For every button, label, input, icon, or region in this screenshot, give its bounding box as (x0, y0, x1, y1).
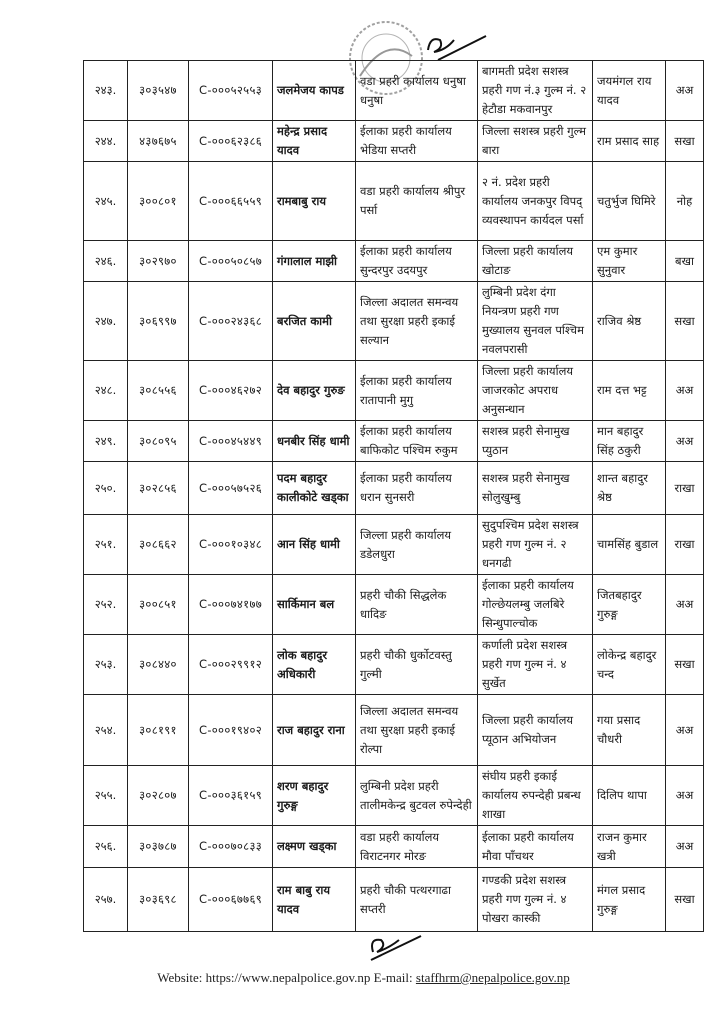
remarks-cell: अअ (666, 575, 704, 635)
remarks-cell: अअ (666, 695, 704, 766)
transfer-office-cell: सशस्त्र प्रहरी सेनामुख प्युठान (478, 421, 593, 462)
transfer-office-cell: बागमती प्रदेश सशस्त्र प्रहरी गण नं.३ गुल्म नं. २ हेटौडा मकवानपुर (478, 61, 593, 121)
serial-number-cell: २४५. (84, 162, 128, 241)
replacement-name-cell: मान बहादुर सिंह ठकुरी (593, 421, 666, 462)
current-office-cell: लुम्बिनी प्रदेश प्रहरी तालीमकेन्द्र बुटवल रुपेन्देही (356, 766, 478, 826)
code-number-cell: C-०००२९९१२ (189, 635, 273, 695)
transfer-office-cell: २ नं. प्रदेश प्रहरी कार्यालय जनकपुर विपद् व्यवस्थापन कार्यदल पर्सा (478, 162, 593, 241)
current-office-cell: प्रहरी चौकी सिद्धलेक धादिङ (356, 575, 478, 635)
code-number-cell: C-०००६२३८६ (189, 121, 273, 162)
table-row (84, 462, 704, 515)
employee-name-cell: शरण बहादुर गुरुङ्ग (273, 766, 356, 826)
personnel-id-cell: ३०८५५६ (128, 361, 189, 421)
transfer-office-cell: कर्णाली प्रदेश सशस्त्र प्रहरी गण गुल्म नं. ४ सुर्खेत (478, 635, 593, 695)
serial-number-cell: २४७. (84, 282, 128, 361)
current-office-cell: वडा प्रहरी कार्यालय श्रीपुर पर्सा (356, 162, 478, 241)
transfer-office-cell: लुम्बिनी प्रदेश दंगा नियन्त्रण प्रहरी गण मुख्यालय सुनवल पश्चिम नवलपरासी (478, 282, 593, 361)
serial-number-cell: २४३. (84, 61, 128, 121)
remarks-cell: अअ (666, 61, 704, 121)
employee-name-cell: धनबीर सिंह धामी (273, 421, 356, 462)
code-number-cell: C-०००६६५५९ (189, 162, 273, 241)
code-number-cell: C-०००५७५२६ (189, 462, 273, 515)
table-row (84, 575, 704, 635)
personnel-id-cell: ३०८१९१ (128, 695, 189, 766)
code-number-cell: C-०००७०८३३ (189, 826, 273, 868)
employee-name-cell: राम बाबु राय यादव (273, 868, 356, 932)
email-label: E-mail: (370, 970, 416, 985)
table-row (84, 695, 704, 766)
table-row (84, 826, 704, 868)
remarks-cell: सखा (666, 635, 704, 695)
personnel-id-cell: ३००८०१ (128, 162, 189, 241)
replacement-name-cell: चामसिंह बुडाल (593, 515, 666, 575)
page-footer (0, 970, 727, 986)
table-row (84, 868, 704, 932)
website-label: Website: (157, 970, 206, 985)
table-row (84, 515, 704, 575)
remarks-cell: सखा (666, 121, 704, 162)
current-office-cell: ईलाका प्रहरी कार्यालय रातापानी मुगु (356, 361, 478, 421)
transfer-office-cell: संघीय प्रहरी इकाई कार्यालय रुपन्देही प्रबन्ध शाखा (478, 766, 593, 826)
transfer-office-cell: गण्डकी प्रदेश सशस्त्र प्रहरी गण गुल्म नं. ४ पोखरा कास्की (478, 868, 593, 932)
current-office-cell: प्रहरी चौकी पत्थरगाढा सप्तरी (356, 868, 478, 932)
code-number-cell: C-०००१९४०२ (189, 695, 273, 766)
serial-number-cell: २५६. (84, 826, 128, 868)
code-number-cell: C-०००५२५५३ (189, 61, 273, 121)
personnel-id-cell: ३०३६९८ (128, 868, 189, 932)
serial-number-cell: २५१. (84, 515, 128, 575)
code-number-cell: C-०००७४१७७ (189, 575, 273, 635)
table-row (84, 282, 704, 361)
replacement-name-cell: राम प्रसाद साह (593, 121, 666, 162)
table-row (84, 61, 704, 121)
serial-number-cell: २५७. (84, 868, 128, 932)
transfer-office-cell: सुदुपश्चिम प्रदेश सशस्त्र प्रहरी गण गुल्म नं. २ धनगढी (478, 515, 593, 575)
serial-number-cell: २४९. (84, 421, 128, 462)
website-link[interactable]: https://www.nepalpolice.gov.np (205, 970, 371, 985)
personnel-id-cell: ३०८४४० (128, 635, 189, 695)
replacement-name-cell: एम कुमार सुनुवार (593, 241, 666, 282)
personnel-id-cell: ४३७६७५ (128, 121, 189, 162)
employee-name-cell: लोक बहादुर अधिकारी (273, 635, 356, 695)
replacement-name-cell: शान्त बहादुर श्रेष्ठ (593, 462, 666, 515)
transfer-office-cell: ईलाका प्रहरी कार्यालय मौवा पाँचथर (478, 826, 593, 868)
remarks-cell: राखा (666, 462, 704, 515)
current-office-cell: जिल्ला अदालत समन्वय तथा सुरक्षा प्रहरी इकाई रोल्पा (356, 695, 478, 766)
current-office-cell: ईलाका प्रहरी कार्यालय सुन्दरपुर उदयपुर (356, 241, 478, 282)
personnel-id-cell: ३००८५१ (128, 575, 189, 635)
replacement-name-cell: राम दत्त भट्ट (593, 361, 666, 421)
current-office-cell: वडा प्रहरी कार्यालय धनुषा धनुषा (356, 61, 478, 121)
serial-number-cell: २५३. (84, 635, 128, 695)
personnel-id-cell: ३०२८५६ (128, 462, 189, 515)
employee-name-cell: गंगालाल माझी (273, 241, 356, 282)
replacement-name-cell: राजिव श्रेष्ठ (593, 282, 666, 361)
employee-name-cell: जलमेजय कापड (273, 61, 356, 121)
table-row (84, 121, 704, 162)
code-number-cell: C-०००५०८५७ (189, 241, 273, 282)
remarks-cell: राखा (666, 515, 704, 575)
personnel-id-cell: ३०२९७० (128, 241, 189, 282)
employee-name-cell: महेन्द्र प्रसाद यादव (273, 121, 356, 162)
current-office-cell: प्रहरी चौकी धुर्कोटवस्तु गुल्मी (356, 635, 478, 695)
serial-number-cell: २४६. (84, 241, 128, 282)
serial-number-cell: २५४. (84, 695, 128, 766)
code-number-cell: C-०००२४३६८ (189, 282, 273, 361)
replacement-name-cell: दिलिप थापा (593, 766, 666, 826)
table-row (84, 421, 704, 462)
page-mark-signature-icon (420, 30, 490, 64)
code-number-cell: C-०००१०३४८ (189, 515, 273, 575)
employee-name-cell: देव बहादुर गुरुङ (273, 361, 356, 421)
table-row (84, 162, 704, 241)
employee-name-cell: आन सिंह धामी (273, 515, 356, 575)
serial-number-cell: २५०. (84, 462, 128, 515)
remarks-cell: अअ (666, 826, 704, 868)
transfer-office-cell: जिल्ला प्रहरी कार्यालय प्यूठान अभियोजन (478, 695, 593, 766)
personnel-id-cell: ३०६९९७ (128, 282, 189, 361)
employee-name-cell: राज बहादुर राना (273, 695, 356, 766)
transfer-office-cell: जिल्ला प्रहरी कार्यालय जाजरकोट अपराध अनुसन्धान (478, 361, 593, 421)
current-office-cell: ईलाका प्रहरी कार्यालय धरान सुनसरी (356, 462, 478, 515)
personnel-id-cell: ३०८०९५ (128, 421, 189, 462)
code-number-cell: C-०००६७७६९ (189, 868, 273, 932)
code-number-cell: C-०००४६२७२ (189, 361, 273, 421)
personnel-id-cell: ३०३७८७ (128, 826, 189, 868)
replacement-name-cell: गया प्रसाद चौधरी (593, 695, 666, 766)
personnel-id-cell: ३०२८०७ (128, 766, 189, 826)
replacement-name-cell: जयमंगल राय यादव (593, 61, 666, 121)
serial-number-cell: २४८. (84, 361, 128, 421)
remarks-cell: अअ (666, 421, 704, 462)
table-row (84, 361, 704, 421)
replacement-name-cell: राजन कुमार खत्री (593, 826, 666, 868)
employee-name-cell: रामबाबु राय (273, 162, 356, 241)
current-office-cell: वडा प्रहरी कार्यालय विराटनगर मोरङ (356, 826, 478, 868)
personnel-id-cell: ३०३५४७ (128, 61, 189, 121)
serial-number-cell: २५२. (84, 575, 128, 635)
employee-name-cell: लक्ष्मण खड्का (273, 826, 356, 868)
employee-name-cell: बरजित कामी (273, 282, 356, 361)
current-office-cell: जिल्ला अदालत समन्वय तथा सुरक्षा प्रहरी इकाई सल्यान (356, 282, 478, 361)
transfer-office-cell: ईलाका प्रहरी कार्यालय गोल्छेयलम्बु जलबिरे सिन्धुपाल्चोक (478, 575, 593, 635)
transfer-office-cell: जिल्ला सशस्त्र प्रहरी गुल्म बारा (478, 121, 593, 162)
code-number-cell: C-०००३६१५९ (189, 766, 273, 826)
replacement-name-cell: लोकेन्द्र बहादुर चन्द (593, 635, 666, 695)
replacement-name-cell: जितबहादुर गुरुङ्ग (593, 575, 666, 635)
serial-number-cell: २५५. (84, 766, 128, 826)
remarks-cell: अअ (666, 766, 704, 826)
personnel-id-cell: ३०८६६२ (128, 515, 189, 575)
employee-name-cell: सार्किमान बल (273, 575, 356, 635)
table-row (84, 241, 704, 282)
remarks-cell: नोह (666, 162, 704, 241)
table-row (84, 635, 704, 695)
replacement-name-cell: चतुर्भुज घिमिरे (593, 162, 666, 241)
transfer-office-cell: जिल्ला प्रहरी कार्यालय खोटाङ (478, 241, 593, 282)
transfer-list-table (83, 60, 704, 932)
remarks-cell: अअ (666, 361, 704, 421)
current-office-cell: जिल्ला प्रहरी कार्यालय डडेलधुरा (356, 515, 478, 575)
code-number-cell: C-०००४५४४९ (189, 421, 273, 462)
replacement-name-cell: मंगल प्रसाद गुरुङ्ग (593, 868, 666, 932)
table-row (84, 766, 704, 826)
current-office-cell: ईलाका प्रहरी कार्यालय बाफिकोट पश्चिम रुकुम (356, 421, 478, 462)
employee-name-cell: पदम बहादुर कालीकोटे खड्का (273, 462, 356, 515)
remarks-cell: सखा (666, 868, 704, 932)
remarks-cell: बखा (666, 241, 704, 282)
email-link[interactable]: staffhrm@nepalpolice.gov.np (415, 970, 570, 985)
transfer-office-cell: सशस्त्र प्रहरी सेनामुख सोलुखुम्बु (478, 462, 593, 515)
remarks-cell: सखा (666, 282, 704, 361)
bottom-signature-icon (365, 930, 425, 962)
serial-number-cell: २४४. (84, 121, 128, 162)
current-office-cell: ईलाका प्रहरी कार्यालय भेडिया सप्तरी (356, 121, 478, 162)
